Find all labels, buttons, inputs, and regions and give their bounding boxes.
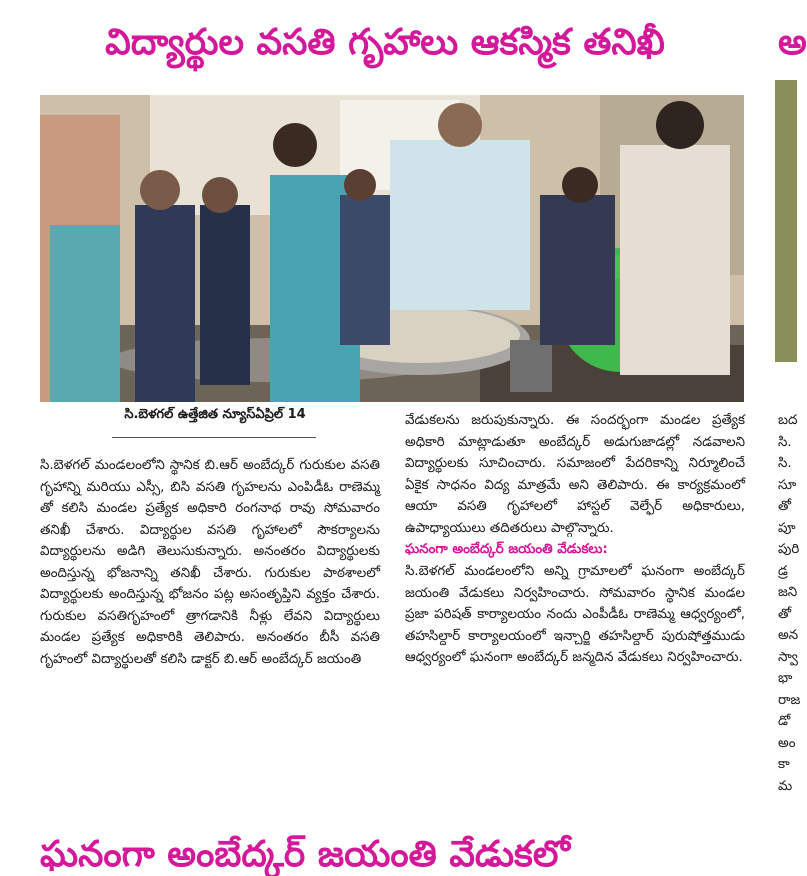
adjacent-line: తో	[778, 606, 792, 622]
next-article-headline	[40, 828, 744, 875]
adjacent-line: రాజ	[778, 692, 801, 708]
adjacent-line: జని	[778, 585, 798, 600]
article-column-1	[40, 455, 380, 670]
adjacent-headline-fragment: అ	[778, 22, 807, 63]
article-column-2	[405, 410, 745, 669]
caption-underline	[112, 437, 316, 438]
adjacent-line: మ	[778, 778, 793, 794]
adjacent-line: అన	[778, 628, 799, 643]
article-headline: విద్యార్థుల వసతి గృహాలు ఆకస్మిక తనిఖీ	[105, 22, 665, 63]
article-paragraph: సి.బెళగల్ మండలంలోని స్థానిక బి.ఆర్ అంబేద్కర్ గురుకుల వసతి గృహాన్ని మరియు ఎస్సీ, బిసి వసతి గృహలను ఎంపిడీఓ రాణెమ్మ తో కలిసి మండల ప్రత్యేక అధికారి రంగనాథ రావు సోమవారం తనిఖీ చేశారు. విద్యార్థుల వసతి గృహాలలో సౌకర్యాలను విద్యార్థులను అడిగి తెలుసుకున్నారు. అనంతరం విద్యార్థులకు అందిస్తున్న భోజనాన్ని తనిఖీ చేశారు. గురుకుల పాఠశాలలో విద్యార్థులకు అందిస్తున్న భోజనం పట్ల అసంతృప్తిని వ్యక్తం చేశారు. గురుకుల వసతిగృహంలో త్రాగడానికి నీళ్లు లేవని విద్యార్థులు మండల ప్రత్యేక అధికారికి తెలిపారు. అనంతరం బీసీ వసతి గృహంలో విద్యార్థులతో కలిసి డాక్టర్ బి.ఆర్ అంబేద్కర్ జయంతి	[40, 458, 380, 667]
adjacent-line: డో	[778, 714, 791, 729]
adjacent-line: బద	[778, 413, 798, 428]
adjacent-line: పూ	[778, 520, 796, 536]
adjacent-line: తో	[778, 499, 792, 514]
article-paragraph: వేడుకలను జరుపుకున్నారు. ఈ సందర్భంగా మండల ప్రత్యేక అధికారి మాట్లాడుతూ అంబేద్కర్ అడుగుజాడల్లో నడవాలని విద్యార్థులకు సూచించారు. సమాజంలో పేదరికాన్ని నిర్మూలించే ఏకైక సాధనం విద్య మాత్రమే అని తెలిపారు. ఈ కార్యక్రమంలో ఆయా వసతి గృహాలలో హాస్టల్ వెల్ఫేర్ అధికారులు, ఉపాధ్యాయులు తదితరులు పాల్గొన్నారు.	[405, 413, 745, 536]
adjacent-line: భా	[778, 671, 793, 686]
adjacent-line: అం	[778, 735, 796, 751]
adjacent-line: సి.	[778, 434, 792, 450]
adjacent-article-column	[778, 410, 801, 797]
photo-caption: సి.బెళగల్ ఉత్తేజిత న్యూస్ఏప్రిల్ 14	[124, 407, 306, 422]
adjacent-photo	[775, 80, 797, 362]
adjacent-line: సి.	[778, 456, 792, 471]
adjacent-line: కా	[778, 757, 790, 772]
adjacent-line: డ్ర	[778, 563, 788, 579]
adjacent-line: స్వా	[778, 649, 798, 665]
adjacent-line: పురి	[778, 542, 800, 557]
adjacent-line: సూ	[778, 477, 797, 493]
next-article-headline-text: ఘనంగా అంబేద్కర్ జయంతి వేడుకలో	[40, 834, 570, 875]
article-subheading: ఘనంగా అంబేద్కర్ జయంతి వేడుకలు:	[405, 542, 608, 557]
news-photo	[40, 95, 744, 402]
article-paragraph: సి.బెళగల్ మండలంలోని అన్ని గ్రామాలలో ఘనంగా అంబేద్కర్ జయంతి వేడుకలు నిర్వహించారు. సోమవారం స్థానిక మండల ప్రజా పరిషత్ కార్యాలయం నందు ఎంపీడీఓ రాణెమ్మ ఆధ్వర్యంలో, తహసిల్దార్ కార్యాలయంలో ఇన్చార్జి తహసిల్దార్ పురుషోత్తముడు ఆధ్వర్యంలో ఘనంగా అంబేద్కర్ జన్మదిన వేడుకలు నిర్వహించారు.	[405, 564, 745, 665]
